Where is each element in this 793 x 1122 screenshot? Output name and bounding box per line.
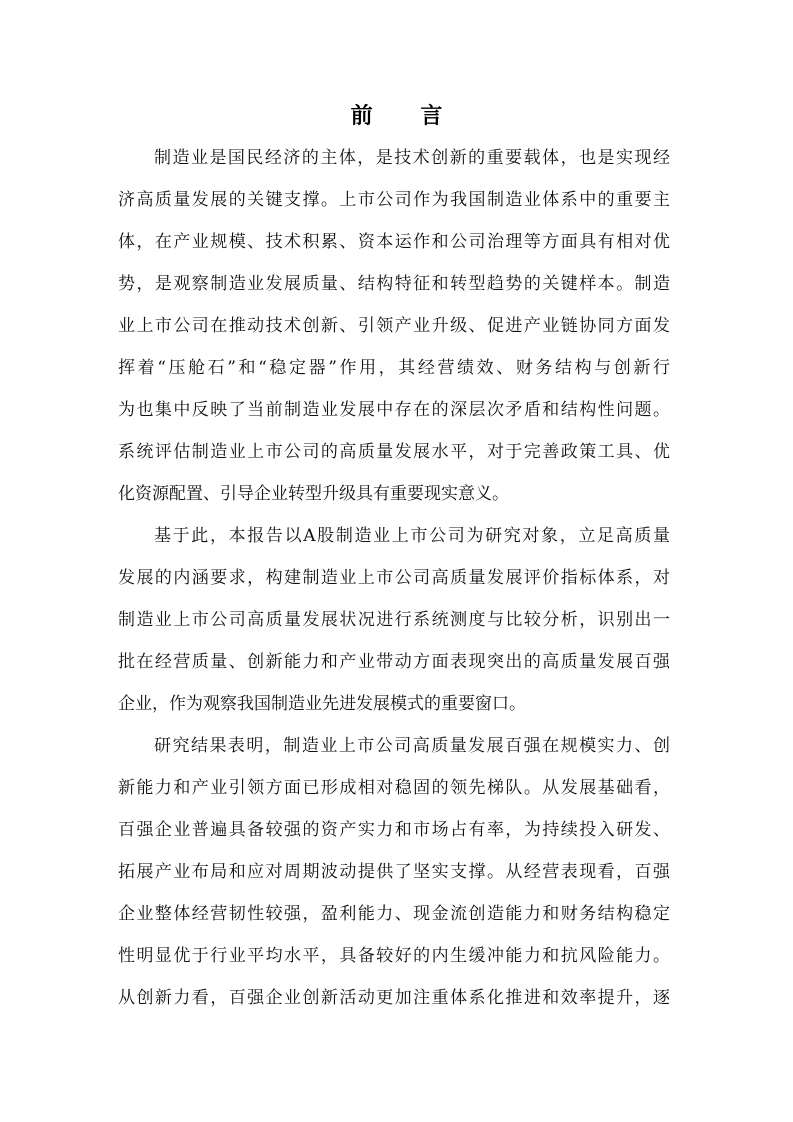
paragraph-2-line-3: 制造业上市公司高质量发展状况进行系统测度与比较分析，识别出一: [118, 610, 670, 630]
paragraph-2-line-5: 企业，作为观察我国制造业先进发展模式的重要窗口。: [118, 694, 526, 714]
paragraph-1-line-9: 化资源配置、引导企业转型升级具有重要现实意义。: [118, 484, 509, 504]
paragraph-3-line-2: 新能力和产业引领方面已形成相对稳固的领先梯队。从发展基础看，: [118, 778, 670, 798]
paragraph-3-line-6: 性明显优于行业平均水平，具备较好的内生缓冲能力和抗风险能力。: [118, 946, 670, 966]
paragraph-1-line-5: 业上市公司在推动技术创新、引领产业升级、促进产业链协同方面发: [118, 316, 670, 336]
paragraph-2-line-4: 批在经营质量、创新能力和产业带动方面表现突出的高质量发展百强: [118, 652, 670, 672]
paragraph-3-line-7: 从创新力看，百强企业创新活动更加注重体系化推进和效率提升，逐: [118, 988, 670, 1008]
paragraph-3-line-5: 企业整体经营韧性较强，盈利能力、现金流创造能力和财务结构稳定: [118, 904, 670, 924]
paragraph-2-line-2: 发展的内涵要求，构建制造业上市公司高质量发展评价指标体系，对: [118, 568, 670, 588]
paragraph-3-line-3: 百强企业普遍具备较强的资产实力和市场占有率，为持续投入研发、: [118, 820, 670, 840]
paragraph-1-line-8: 系统评估制造业上市公司的高质量发展水平，对于完善政策工具、优: [118, 442, 670, 462]
paragraph-1-line-1: 制造业是国民经济的主体，是技术创新的重要载体，也是实现经: [154, 148, 670, 168]
paragraph-1-line-7: 为也集中反映了当前制造业发展中存在的深层次矛盾和结构性问题。: [118, 400, 670, 420]
paragraph-1-line-6: 挥着“压舱石”和“稳定器”作用，其经营绩效、财务结构与创新行: [118, 358, 670, 378]
paragraph-3-line-4: 拓展产业布局和应对周期波动提供了坚实支撑。从经营表现看，百强: [118, 862, 670, 882]
page-title: 前 言: [350, 103, 463, 129]
paragraph-1-line-2: 济高质量发展的关键支撑。上市公司作为我国制造业体系中的重要主: [118, 190, 670, 210]
paragraph-1-line-3: 体，在产业规模、技术积累、资本运作和公司治理等方面具有相对优: [118, 232, 670, 252]
paragraph-2-line-1: 基于此，本报告以A股制造业上市公司为研究对象，立足高质量: [154, 526, 670, 546]
paragraph-3-line-1: 研究结果表明，制造业上市公司高质量发展百强在规模实力、创: [154, 736, 670, 756]
paragraph-1-line-4: 势，是观察制造业发展质量、结构特征和转型趋势的关键样本。制造: [118, 274, 670, 294]
